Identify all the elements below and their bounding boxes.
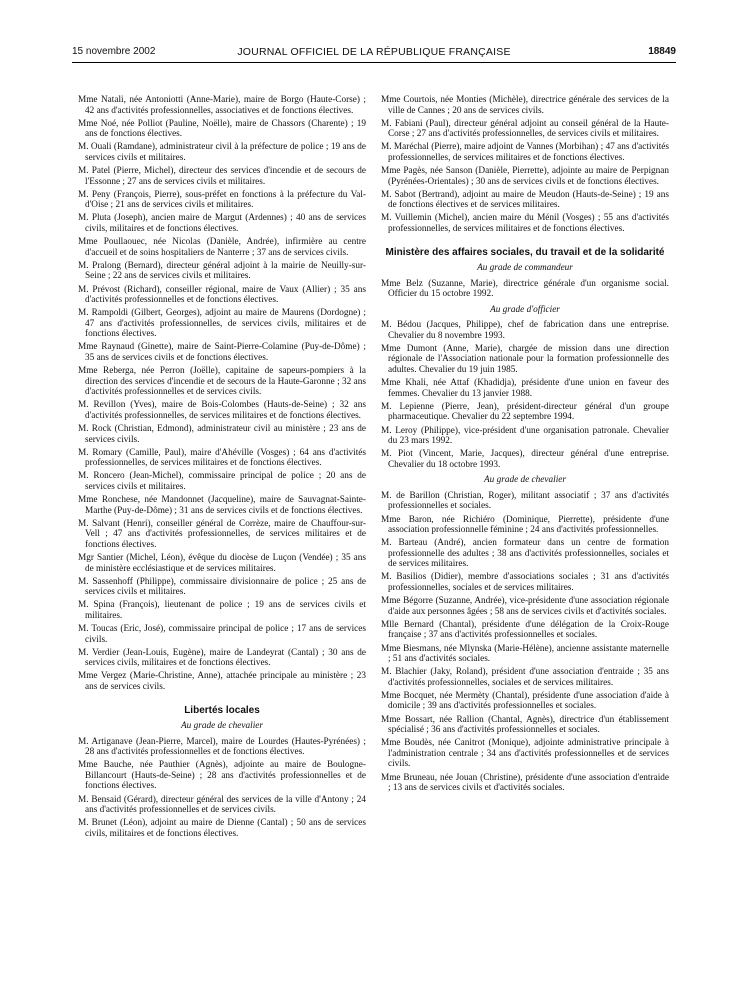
decoration-entry: M. Piot (Vincent, Marie, Jacques), directeur général d'une entreprise. Chevalier du 18 octobre 1993. xyxy=(381,449,669,470)
decoration-entry: M. Fabiani (Paul), directeur général adjoint au conseil général de la Haute-Corse ; 27 ans d'activités professionnelles, de services civils et militaires. xyxy=(381,118,669,140)
decoration-entry: Mme Belz (Suzanne, Marie), directrice générale d'un organisme social. Officier du 15 octobre 1992. xyxy=(381,278,669,300)
decoration-entry: Mme Boudès, née Canitrot (Monique), adjointe administrative principale à l'administration centrale ; 34 ans d'activités professionnelles et de services civils. xyxy=(381,738,669,770)
decoration-entry: M. Rock (Christian, Edmond), administrateur civil au ministère ; 23 ans de services civils. xyxy=(78,424,366,445)
decoration-entry: M. Leroy (Philippe), vice-président d'une organisation patronale. Chevalier du 23 mars 1992. xyxy=(381,425,669,447)
decoration-entry: Mme Bruneau, née Jouan (Christine), présidente d'une association d'entraide ; 13 ans de services civils et d'activités sociales. xyxy=(381,772,669,794)
decoration-entry: M. Toucas (Eric, José), commissaire principal de police ; 17 ans de services civils. xyxy=(78,624,366,645)
left-column xyxy=(78,95,366,842)
decoration-entry: M. Brunet (Léon), adjoint au maire de Dienne (Cantal) ; 50 ans de services civils, militaires et de fonctions électives. xyxy=(78,818,366,839)
decoration-entry: Mgr Santier (Michel, Léon), évêque du diocèse de Luçon (Vendée) ; 35 ans de ministère ecclésiastique et de services militaires. xyxy=(78,553,366,574)
decoration-entry: Mme Natali, née Antoniotti (Anne-Marie), maire de Borgo (Haute-Corse) ; 42 ans d'activités professionnelles, associatives et de fonctions électives. xyxy=(78,95,366,116)
decoration-entry: M. Verdier (Jean-Louis, Eugène), maire de Landeyrat (Cantal) ; 30 ans de services civils, militaires et de fonctions électives. xyxy=(78,647,366,669)
grade-heading: Au grade de chevalier xyxy=(484,475,566,486)
header-date: 15 novembre 2002 xyxy=(72,46,156,57)
decoration-entry: M. Vuillemin (Michel), ancien maire du Ménil (Vosges) ; 55 ans d'activités professionnelles, de services militaires et de fonctions électives. xyxy=(381,213,669,234)
header-title: JOURNAL OFFICIEL DE LA RÉPUBLIQUE FRANÇAISE xyxy=(237,46,511,58)
decoration-entry: M. Ouali (Ramdane), administrateur civil à la préfecture de police ; 19 ans de services civils et militaires. xyxy=(78,142,366,163)
section-title: Ministère des affaires sociales, du travail et de la solidarité xyxy=(385,246,665,258)
decoration-entry: M. Roncero (Jean-Michel), commissaire principal de police ; 20 ans de services civils et militaires. xyxy=(78,471,366,492)
decoration-entry: M. Salvant (Henri), conseiller général de Corrèze, maire de Chauffour-sur-Vell ; 47 ans d'activités professionnelles, de services militaires et de fonctions électives. xyxy=(78,518,366,550)
header-page-number: 18849 xyxy=(648,46,676,57)
decoration-entry: Mme Pagès, née Sanson (Danièle, Pierrette), adjointe au maire de Perpignan (Pyrénées-Orientales) ; 30 ans de services civils et de fonctions électives. xyxy=(381,166,669,187)
decoration-entry: Mme Reberga, née Perron (Joëlle), capitaine de sapeurs-pompiers à la direction des services d'incendie et de secours de la Haute-Garonne ; 32 ans d'activités professionnelles et de services civils. xyxy=(78,366,366,398)
decoration-entry: M. Lepienne (Pierre, Jean), président-directeur général d'un groupe pharmaceutique. Chevalier du 22 septembre 1994. xyxy=(381,401,669,423)
decoration-entry: Mme Bocquet, née Mermèty (Chantal), présidente d'une association d'aide à domicile ; 39 ans d'activités professionnelles et sociales. xyxy=(381,690,669,712)
decoration-entry: Mme Bégorre (Suzanne, Andrée), vice-présidente d'une association régionale d'aide aux personnes âgées ; 58 ans de services civils et d'activités sociales. xyxy=(381,596,669,617)
section-title: Libertés locales xyxy=(184,704,260,716)
decoration-entry: M. Maréchal (Pierre), maire adjoint de Vannes (Morbihan) ; 47 ans d'activités professionnelles, de services militaires et de fonctions électives. xyxy=(381,142,669,163)
decoration-entry: Mme Ronchese, née Mandonnet (Jacqueline), maire de Sauvagnat-Sainte-Marthe (Puy-de-Dôme) ; 31 ans de services civils et de fonctions électives. xyxy=(78,495,366,516)
decoration-entry: Mme Courtois, née Monties (Michèle), directrice générale des services de la ville de Cannes ; 20 ans de services civils. xyxy=(381,95,669,116)
grade-heading: Au grade d'officier xyxy=(490,304,560,315)
header-rule xyxy=(72,62,676,63)
decoration-entry: Mlle Bernard (Chantal), présidente d'une délégation de la Croix-Rouge française ; 37 ans d'activités professionnelles et sociales. xyxy=(381,619,669,641)
page-header xyxy=(72,46,676,60)
decoration-entry: Mme Poullaouec, née Nicolas (Danièle, Andrée), infirmière au centre d'accueil et de soins hospitaliers de Nanterre ; 37 ans de services civils. xyxy=(78,237,366,258)
decoration-entry: M. Bensaid (Gérard), directeur général des services de la ville d'Antony ; 24 ans d'activités professionnelles et de services civils. xyxy=(78,794,366,816)
decoration-entry: Mme Dumont (Anne, Marie), chargée de mission dans une direction régionale de l'Association nationale pour la formation professionnelle des adultes. Chevalier du 19 juin 1985. xyxy=(381,343,669,375)
decoration-entry: M. Basilios (Didier), membre d'associations sociales ; 31 ans d'activités professionnelles, sociales et de services militaires. xyxy=(381,572,669,593)
right-column xyxy=(381,95,669,796)
decoration-entry: M. Pluta (Joseph), ancien maire de Margut (Ardennes) ; 40 ans de services civils, militaires et de fonctions électives. xyxy=(78,213,366,234)
grade-heading: Au grade de commandeur xyxy=(477,263,573,274)
decoration-entry: Mme Bossart, née Rallion (Chantal, Agnès), directrice d'un établissement spécialisé ; 36 ans d'activités professionnelles et sociales. xyxy=(381,714,669,736)
decoration-entry: M. Prévost (Richard), conseiller régional, maire de Vaux (Allier) ; 35 ans d'activités professionnelles et de fonctions électives. xyxy=(78,284,366,306)
grade-heading: Au grade de chevalier xyxy=(181,721,263,732)
decoration-entry: M. Rampoldi (Gilbert, Georges), adjoint au maire de Maurens (Dordogne) ; 47 ans d'activités professionnelles, de services civils, militaires et de fonctions électives. xyxy=(78,308,366,340)
decoration-entry: M. Pralong (Bernard), directeur général adjoint à la mairie de Neuilly-sur-Seine ; 22 ans de services civils et militaires. xyxy=(78,260,366,282)
decoration-entry: M. Sassenhoff (Philippe), commissaire divisionnaire de police ; 25 ans de services civils et militaires. xyxy=(78,576,366,598)
decoration-entry: M. Barteau (André), ancien formateur dans un centre de formation professionnelle des adultes ; 38 ans d'activités professionnelles, sociales et de services militaires. xyxy=(381,538,669,570)
decoration-entry: M. Artiganave (Jean-Pierre, Marcel), maire de Lourdes (Hautes-Pyrénées) ; 28 ans d'activités professionnelles et de fonctions électives. xyxy=(78,736,366,758)
decoration-entry: Mme Biesmans, née Mlynska (Marie-Hélène), ancienne assistante maternelle ; 51 ans d'activités sociales. xyxy=(381,643,669,665)
decoration-entry: M. Blachier (Jaky, Roland), président d'une association d'entraide ; 35 ans d'activités professionnelles, sociales et de services militaires. xyxy=(381,667,669,688)
decoration-entry: M. Spina (François), lieutenant de police ; 19 ans de services civils et militaires. xyxy=(78,600,366,621)
decoration-entry: M. Sabot (Bertrand), adjoint au maire de Meudon (Hauts-de-Seine) ; 19 ans de fonctions électives et de services militaires. xyxy=(381,189,669,211)
decoration-entry: Mme Vergez (Marie-Christine, Anne), attachée principale au ministère ; 23 ans de services civils. xyxy=(78,671,366,692)
decoration-entry: Mme Baron, née Richiéro (Dominique, Pierrette), présidente d'une association professionnelle féminine ; 24 ans d'activités professionnelles. xyxy=(381,514,669,536)
decoration-entry: M. Revillon (Yves), maire de Bois-Colombes (Hauts-de-Seine) ; 32 ans d'activités professionnelles, de services militaires et de fonctions électives. xyxy=(78,400,366,421)
decoration-entry: Mme Noé, née Polliot (Pauline, Noëlle), maire de Chassors (Charente) ; 19 ans de fonctions électives. xyxy=(78,118,366,140)
decoration-entry: Mme Raynaud (Ginette), maire de Saint-Pierre-Colamine (Puy-de-Dôme) ; 35 ans de services civils et de fonctions électives. xyxy=(78,342,366,363)
decoration-entry: M. Peny (François, Pierre), sous-préfet en fonctions à la préfecture du Val-d'Oise ; 21 ans de services civils et militaires. xyxy=(78,189,366,211)
decoration-entry: M. Patel (Pierre, Michel), directeur des services d'incendie et de secours de l'Essonne ; 27 ans de services civils et militaires. xyxy=(78,166,366,187)
decoration-entry: Mme Khali, née Attaf (Khadidja), présidente d'une union en faveur des femmes. Chevalier du 13 janvier 1988. xyxy=(381,378,669,399)
decoration-entry: Mme Bauche, née Pauthier (Agnès), adjointe au maire de Boulogne-Billancourt (Hauts-de-Seine) ; 28 ans d'activités professionnelles et de fonctions électives. xyxy=(78,760,366,792)
decoration-entry: M. Romary (Camille, Paul), maire d'Ahéville (Vosges) ; 64 ans d'activités professionnelles, de services militaires et de fonctions électives. xyxy=(78,447,366,469)
decoration-entry: M. Bédou (Jacques, Philippe), chef de fabrication dans une entreprise. Chevalier du 8 novembre 1993. xyxy=(381,320,669,341)
decoration-entry: M. de Barillon (Christian, Roger), militant associatif ; 37 ans d'activités professionnelles et sociales. xyxy=(381,490,669,512)
